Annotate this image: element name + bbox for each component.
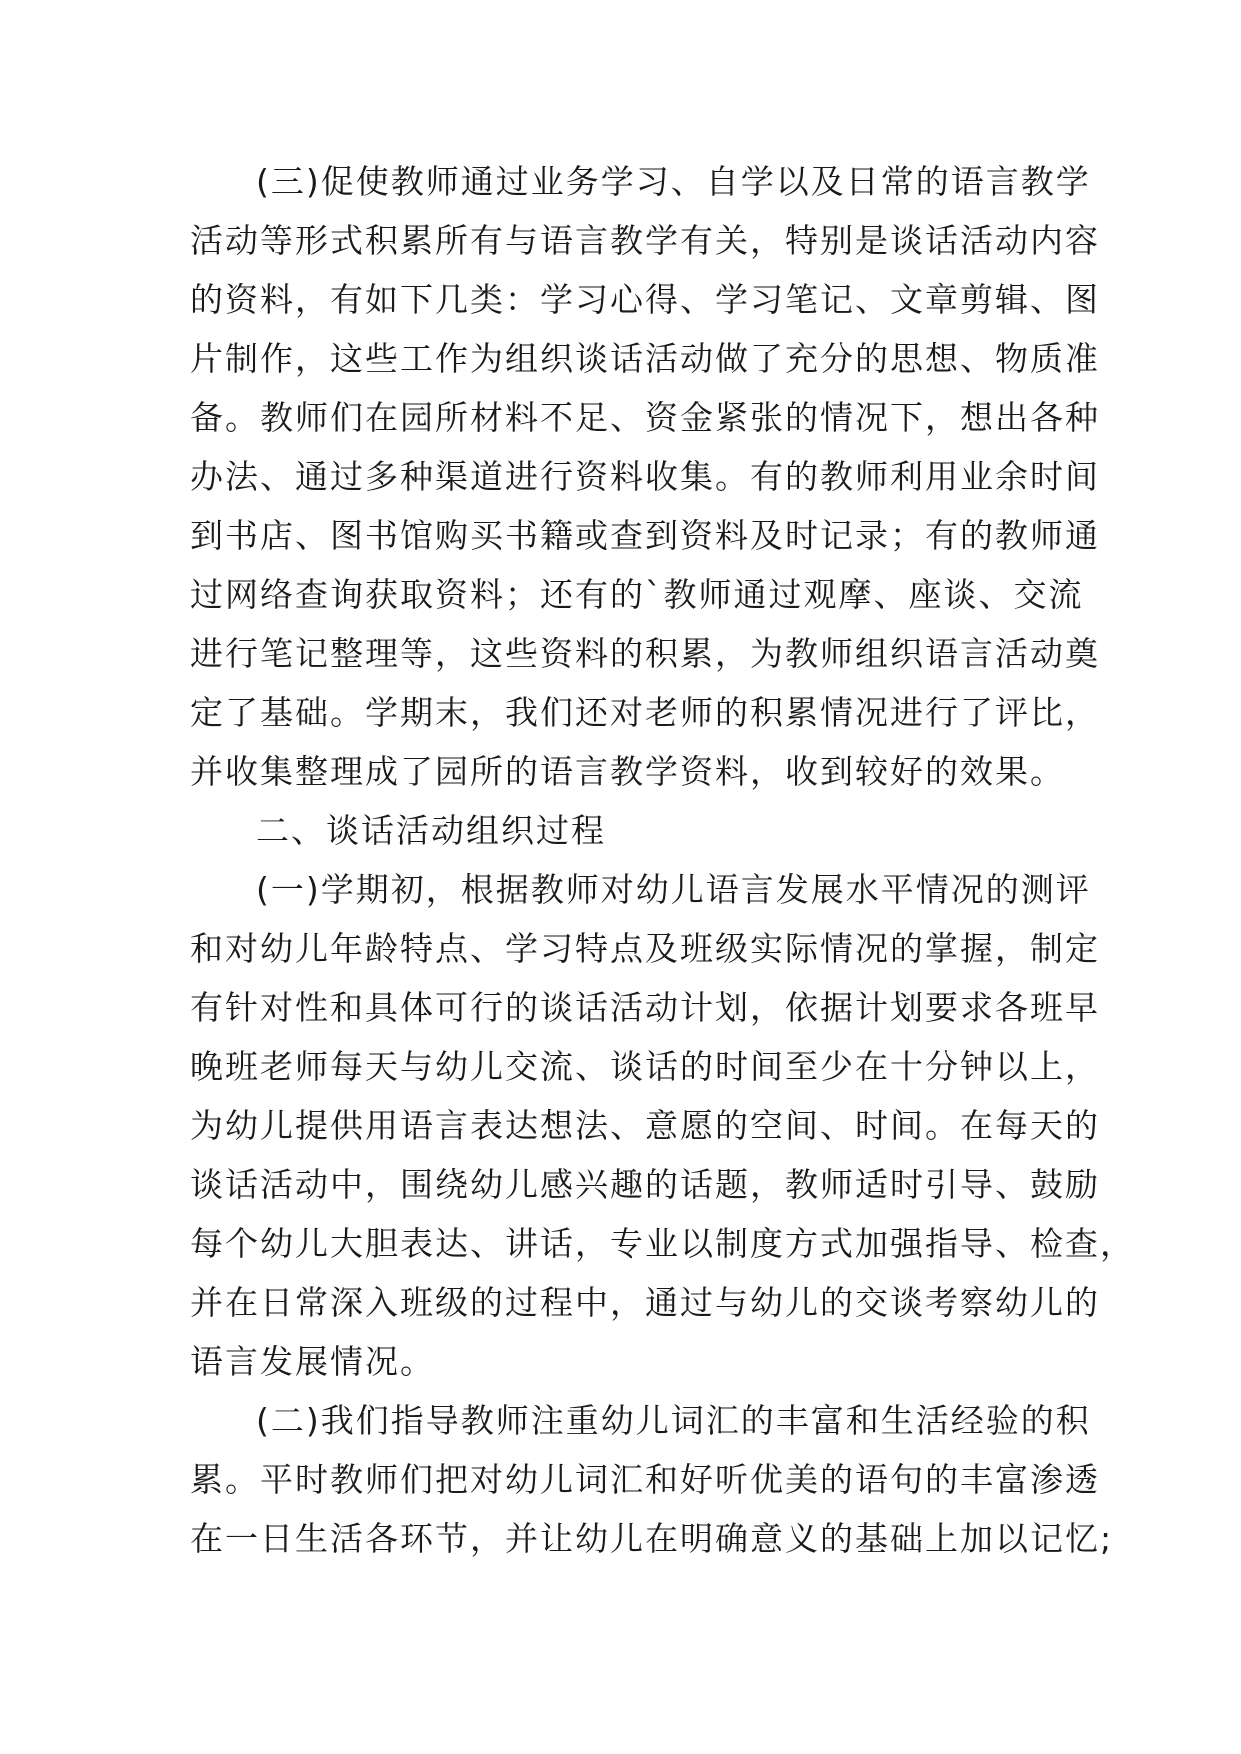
text-line: 办法、通过多种渠道进行资料收集。有的教师利用业余时间 bbox=[190, 457, 1100, 496]
text-line: 并在日常深入班级的过程中，通过与幼儿的交谈考察幼儿的 bbox=[190, 1283, 1100, 1322]
text-line: 有针对性和具体可行的谈话活动计划，依据计划要求各班早 bbox=[190, 988, 1100, 1027]
text-line: 片制作，这些工作为组织谈话活动做了充分的思想、物质准 bbox=[190, 339, 1100, 378]
text-line: 谈话活动中，围绕幼儿感兴趣的话题，教师适时引导、鼓励 bbox=[190, 1165, 1100, 1204]
text-line: 并收集整理成了园所的语言教学资料，收到较好的效果。 bbox=[190, 752, 1065, 791]
section-heading: 二、谈话活动组织过程 bbox=[256, 811, 606, 850]
text-line: 为幼儿提供用语言表达想法、意愿的空间、时间。在每天的 bbox=[190, 1106, 1100, 1145]
text-line: 和对幼儿年龄特点、学习特点及班级实际情况的掌握，制定 bbox=[190, 929, 1100, 968]
text-line: 活动等形式积累所有与语言教学有关，特别是谈话活动内容 bbox=[190, 221, 1100, 260]
text-line: 备。教师们在园所材料不足、资金紧张的情况下，想出各种 bbox=[190, 398, 1100, 437]
text-line: 进行笔记整理等，这些资料的积累，为教师组织语言活动奠 bbox=[190, 634, 1100, 673]
text-line: (一)学期初，根据教师对幼儿语言发展水平情况的测评 bbox=[256, 870, 1091, 909]
text-line: 累。平时教师们把对幼儿词汇和好听优美的语句的丰富渗透 bbox=[190, 1460, 1100, 1499]
text-line: 每个幼儿大胆表达、讲话，专业以制度方式加强指导、检查， bbox=[190, 1224, 1135, 1263]
text-line: 的资料，有如下几类：学习心得、学习笔记、文章剪辑、图 bbox=[190, 280, 1100, 319]
text-line: 语言发展情况。 bbox=[190, 1342, 435, 1381]
text-line: (二)我们指导教师注重幼儿词汇的丰富和生活经验的积 bbox=[256, 1401, 1091, 1440]
text-line: 过网络查询获取资料；还有的`教师通过观摩、座谈、交流 bbox=[190, 575, 1084, 614]
text-line: 晚班老师每天与幼儿交流、谈话的时间至少在十分钟以上， bbox=[190, 1047, 1100, 1086]
text-line: 到书店、图书馆购买书籍或查到资料及时记录；有的教师通 bbox=[190, 516, 1100, 555]
text-line: (三)促使教师通过业务学习、自学以及日常的语言教学 bbox=[256, 162, 1091, 201]
text-line: 在一日生活各环节，并让幼儿在明确意义的基础上加以记忆; bbox=[190, 1519, 1114, 1558]
text-line: 定了基础。学期末，我们还对老师的积累情况进行了评比， bbox=[190, 693, 1100, 732]
document-body bbox=[190, 152, 1135, 1568]
